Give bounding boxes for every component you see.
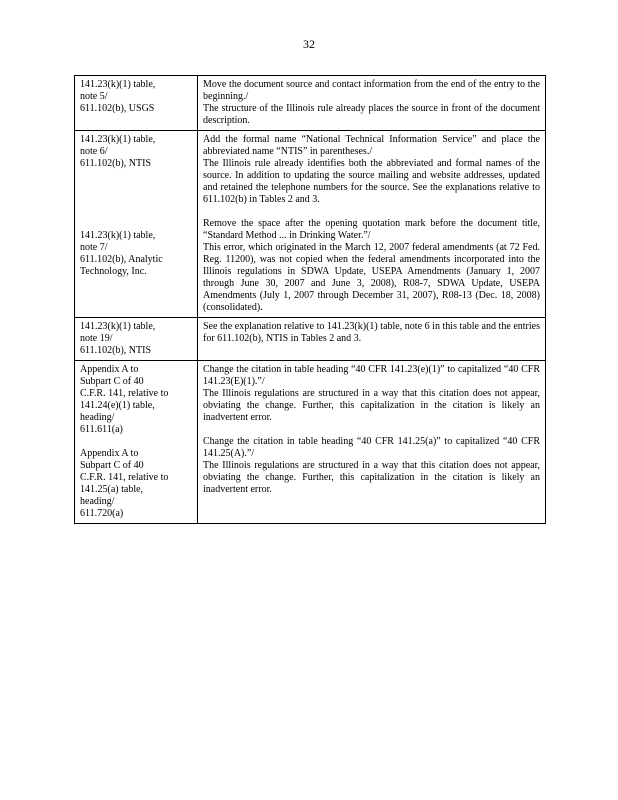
citation-line: 141.23(k)(1) table, — [80, 230, 156, 241]
citation-line: 611.102(b), NTIS — [80, 158, 152, 169]
citation-line: note 5/ — [80, 91, 108, 102]
explanation-text: The Illinois regulations are structured in a way that this citation does not appear, obviating the change. Further, this capitalization in the citation is likely an inadvertent error. — [203, 460, 540, 495]
citation-line: Appendix A to — [80, 448, 139, 459]
citation-cell — [75, 318, 198, 361]
citation-line: 611.611(a) — [80, 424, 123, 435]
explanation-text: This error, which originated in the March 12, 2007 federal amendments (at 72 Fed. Reg. 11200), was not copied when the federal amendments incorporated into the Illinois regulations in SDWA Update, USEPA Amendments (January 1, 2007 through June 30, 2007 and June 3, 2008), R08-7, SDWA Update, USEPA Amendments (July 1, 2007 through December 31, 2007), R08-13 (Dec. 18, 2008) (consolidated). — [203, 242, 540, 313]
citation-line: note 6/ — [80, 146, 108, 157]
change-text: Change the citation in table heading “40 CFR 141.23(e)(1)” to capitalized “40 CFR 141.23(E)(1).”/ — [203, 364, 540, 387]
description-cell — [198, 361, 546, 524]
description-cell — [198, 318, 546, 361]
citation-line: 141.24(e)(1) table, — [80, 400, 155, 411]
explanation-text: The Illinois regulations are structured in a way that this citation does not appear, obviating the change. Further, this capitalization in the citation is likely an inadvertent error. — [203, 388, 540, 423]
citation-line: Appendix A to — [80, 364, 139, 375]
citation-line: C.F.R. 141, relative to — [80, 472, 169, 483]
change-text: Move the document source and contact information from the end of the entry to the beginning./ — [203, 79, 540, 102]
change-text: Add the formal name “National Technical Information Service” and place the abbreviated name “NTIS” in parentheses./ — [203, 134, 540, 157]
citation-line: 611.102(b), Analytic — [80, 254, 163, 265]
table-row — [75, 318, 546, 361]
citation-line: 611.720(a) — [80, 508, 124, 519]
citation-line: heading/ — [80, 412, 115, 423]
description-cell — [198, 76, 546, 131]
citation-line: C.F.R. 141, relative to — [80, 388, 169, 399]
citation-line: 611.102(b), USGS — [80, 103, 155, 114]
citation-cell — [75, 361, 198, 524]
table-row — [75, 131, 546, 318]
citation-line: note 19/ — [80, 333, 113, 344]
comparison-table — [74, 75, 546, 524]
explanation-text: The structure of the Illinois rule already places the source in front of the document description. — [203, 103, 540, 126]
citation-line: Subpart C of 40 — [80, 460, 144, 471]
explanation-text: The Illinois rule already identifies both the abbreviated and formal names of the source. In addition to updating the source mailing and website addresses, updated and retained the telephone numbers for the source. See the explanations relative to 611.102(b) in Tables 2 and 3. — [203, 158, 540, 205]
page-number: 32 — [303, 37, 315, 51]
table-row — [75, 361, 546, 524]
change-text: Remove the space after the opening quotation mark before the document title, “Standard Method ... in Drinking Water.”/ — [203, 218, 540, 241]
change-text: Change the citation in table heading “40 CFR 141.25(a)” to capitalized “40 CFR 141.25(A).”/ — [203, 436, 540, 459]
citation-line: 611.102(b), NTIS — [80, 345, 152, 356]
citation-line: 141.23(k)(1) table, — [80, 79, 156, 90]
citation-line: 141.23(k)(1) table, — [80, 134, 156, 145]
citation-line: Subpart C of 40 — [80, 376, 144, 387]
explanation-text: See the explanation relative to 141.23(k)(1) table, note 6 in this table and the entries for 611.102(b), NTIS in Tables 2 and 3. — [203, 321, 540, 344]
citation-line: 141.25(a) table, — [80, 484, 144, 495]
citation-cell — [75, 131, 198, 318]
citation-line: heading/ — [80, 496, 115, 507]
citation-line: note 7/ — [80, 242, 108, 253]
description-cell — [198, 131, 546, 318]
table-row — [75, 76, 546, 131]
citation-cell — [75, 76, 198, 131]
citation-line: Technology, Inc. — [80, 266, 147, 277]
citation-line: 141.23(k)(1) table, — [80, 321, 156, 332]
